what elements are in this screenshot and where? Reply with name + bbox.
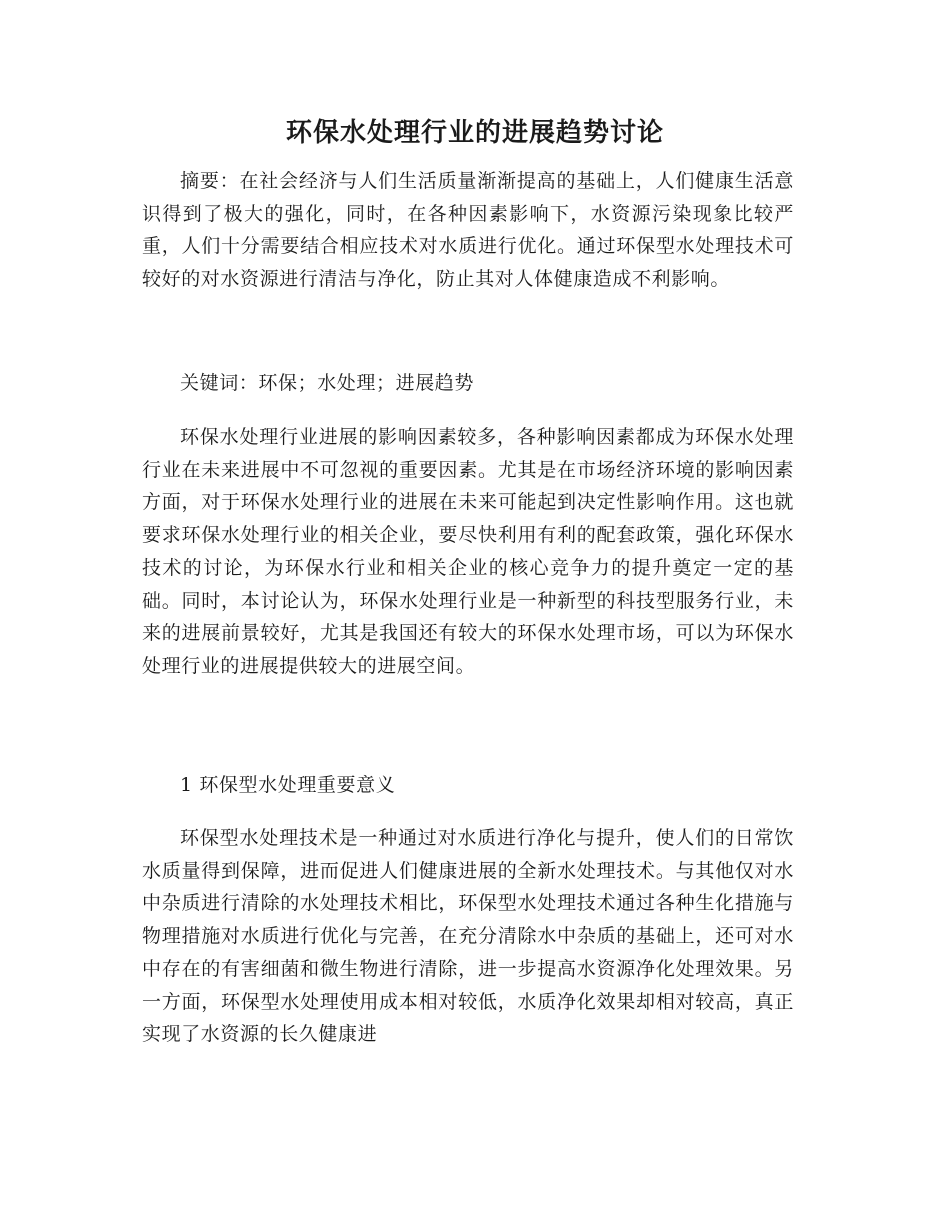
abstract-paragraph: 摘要：在社会经济与人们生活质量渐渐提高的基础上，人们健康生活意识得到了极大的强化，同时，在各种因素影响下，水资源污染现象比较严重，人们十分需要结合相应技术对水质进行优化。通过环保型水处理技术可较好的对水资源进行清洁与净化，防止其对人体健康造成不利影响。 [142,170,794,291]
intro-paragraph: 环保水处理行业进展的影响因素较多，各种影响因素都成为环保水处理行业在未来进展中不可忽视的重要因素。尤其是在市场经济环境的影响因素方面，对于环保水处理行业的进展在未来可能起到决定性影响作用。这也就要求环保水处理行业的相关企业，要尽快利用有利的配套政策，强化环保水技术的讨论，为环保水行业和相关企业的核心竞争力的提升奠定一定的基础。同时，本讨论认为，环保水处理行业是一种新型的科技型服务行业，未来的进展前景较好，尤其是我国还有较大的环保水处理市场，可以为环保水处理行业的进展提供较大的进展空间。 [142,426,794,677]
section-1-body: 环保型水处理技术是一种通过对水质进行净化与提升，使人们的日常饮水质量得到保障，进而促进人们健康进展的全新水处理技术。与其他仅对水中杂质进行清除的水处理技术相比，环保型水处理技术通过各种生化措施与物理措施对水质进行优化与完善，在充分清除水中杂质的基础上，还可对水中存在的有害细菌和微生物进行清除，进一步提高水资源净化处理效果。另一方面，环保型水处理使用成本相对较低，水质净化效果却相对较高，真正实现了水资源的长久健康进 [142,827,794,1046]
section-1-heading: 1 环保型水处理重要意义 [180,774,396,796]
document-title: 环保水处理行业的进展趋势讨论 [285,118,664,148]
keywords-line: 关键词：环保；水处理；进展趋势 [180,372,475,394]
